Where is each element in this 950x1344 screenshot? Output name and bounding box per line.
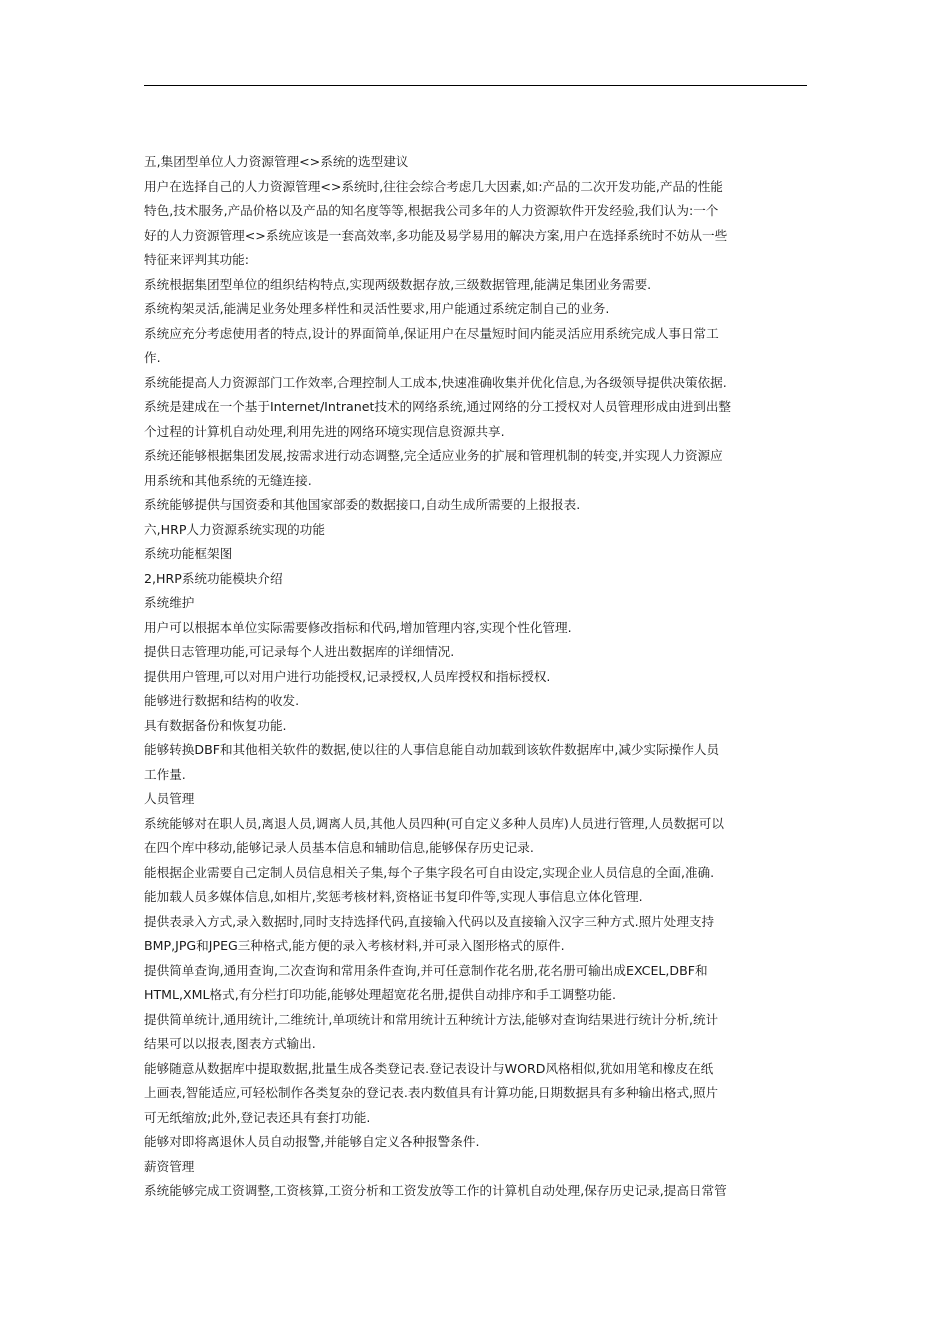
text-line: 能够对即将离退休人员自动报警,并能够自定义各种报警条件. bbox=[144, 1134, 480, 1149]
text-line: 系统根据集团型单位的组织结构特点,实现两级数据存放,三级数据管理,能满足集团业务需要. bbox=[144, 276, 652, 292]
text-line: 系统还能够根据集团发展,按需求进行动态调整,完全适应业务的扩展和管理机制的转变,并实现人力资源应 bbox=[144, 448, 723, 463]
text-line: 六,HRP人力资源系统实现的功能 bbox=[144, 521, 325, 537]
text-line: 能够进行数据和结构的收发. bbox=[144, 693, 300, 708]
text-line: 好的人力资源管理<>系统应该是一套高效率,多功能及易学易用的解决方案,用户在选择系统时不妨从一些 bbox=[144, 227, 728, 243]
text-line: 2,HRP系统功能模块介绍 bbox=[144, 570, 283, 586]
text-line: 能够转换DBF和其他相关软件的数据,使以往的人事信息能自动加载到该软件数据库中,减少实际操作人员 bbox=[144, 742, 720, 757]
text-line: HTML,XML格式,有分栏打印功能,能够处理超宽花名册,提供自动排序和手工调整功能. bbox=[144, 987, 616, 1002]
text-line: 提供用户管理,可以对用户进行功能授权,记录授权,人员库授权和指标授权. bbox=[144, 668, 551, 684]
text-line: BMP,JPG和JPEG三种格式,能方便的录入考核材料,并可录入图形格式的原件. bbox=[144, 938, 565, 953]
text-line: 特征来评判其功能: bbox=[144, 252, 249, 267]
text-line: 能够随意从数据库中提取数据,批量生成各类登记表.登记表设计与WORD风格相似,犹如用笔和橡皮在纸 bbox=[144, 1060, 714, 1076]
text-line: 系统能够提供与国资委和其他国家部委的数据接口,自动生成所需要的上报报表. bbox=[144, 497, 581, 512]
text-line: 系统应充分考虑使用者的特点,设计的界面简单,保证用户在尽量短时间内能灵活应用系统完成人事日常工 bbox=[144, 325, 719, 341]
text-line: 系统维护 bbox=[144, 595, 195, 610]
text-line: 能加载人员多媒体信息,如相片,奖惩考核材料,资格证书复印件等,实现人事信息立体化管理. bbox=[144, 889, 643, 904]
text-line: 系统构架灵活,能满足业务处理多样性和灵活性要求,用户能通过系统定制自己的业务. bbox=[144, 301, 610, 316]
text-line: 提供表录入方式,录入数据时,同时支持选择代码,直接输入代码以及直接输入汉字三种方式.照片处理支持 bbox=[144, 913, 715, 929]
text-line: 提供日志管理功能,可记录每个人进出数据库的详细情况. bbox=[144, 644, 455, 659]
text-line: 能根据企业需要自己定制人员信息相关子集,每个子集字段名可自由设定,实现企业人员信息的全面,准确. bbox=[144, 864, 715, 880]
text-line: 在四个库中移动,能够记录人员基本信息和辅助信息,能够保存历史记录. bbox=[144, 840, 534, 855]
text-line: 薪资管理 bbox=[144, 1158, 195, 1174]
text-line: 用户可以根据本单位实际需要修改指标和代码,增加管理内容,实现个性化管理. bbox=[144, 619, 572, 635]
header-rule bbox=[144, 85, 807, 86]
text-line: 系统能够对在职人员,离退人员,调离人员,其他人员四种(可自定义多种人员库)人员进行管理,人员数据可以 bbox=[144, 815, 724, 831]
text-line: 人员管理 bbox=[144, 791, 195, 806]
text-line: 五,集团型单位人力资源管理<>系统的选型建议 bbox=[144, 154, 409, 169]
text-line: 系统能够完成工资调整,工资核算,工资分析和工资发放等工作的计算机自动处理,保存历史记录,提高日常管 bbox=[144, 1183, 727, 1198]
text-line: 提供简单查询,通用查询,二次查询和常用条件查询,并可任意制作花名册,花名册可输出成EXCEL,DBF和 bbox=[144, 962, 708, 978]
document-body bbox=[144, 150, 807, 1204]
text-line: 具有数据备份和恢复功能. bbox=[144, 717, 287, 733]
text-line: 结果可以以报表,图表方式输出. bbox=[144, 1036, 316, 1051]
text-line: 系统是建成在一个基于Internet/Intranet技术的网络系统,通过网络的分工授权对人员管理形成由进到出整 bbox=[144, 399, 732, 414]
text-line: 系统能提高人力资源部门工作效率,合理控制人工成本,快速准确收集并优化信息,为各级领导提供决策依据. bbox=[144, 374, 727, 390]
text-line: 系统功能框架图 bbox=[144, 546, 233, 561]
text-line: 个过程的计算机自动处理,利用先进的网络环境实现信息资源共享. bbox=[144, 423, 505, 439]
text-line: 作. bbox=[144, 350, 161, 365]
text-line: 提供简单统计,通用统计,二维统计,单项统计和常用统计五种统计方法,能够对查询结果进行统计分析,统计 bbox=[144, 1011, 719, 1027]
text-line: 用户在选择自己的人力资源管理<>系统时,往往会综合考虑几大因素,如:产品的二次开发功能,产品的性能 bbox=[144, 178, 723, 194]
text-line: 可无纸缩放;此外,登记表还具有套打功能. bbox=[144, 1109, 371, 1125]
text-line: 用系统和其他系统的无缝连接. bbox=[144, 472, 312, 488]
text-line: 特色,技术服务,产品价格以及产品的知名度等等,根据我公司多年的人力资源软件开发经验,我们认为:一个 bbox=[144, 203, 719, 218]
text-line: 工作量. bbox=[144, 766, 186, 782]
text-line: 上画表,智能适应,可轻松制作各类复杂的登记表.表内数值具有计算功能,日期数据具有多种输出格式,照片 bbox=[144, 1085, 719, 1100]
